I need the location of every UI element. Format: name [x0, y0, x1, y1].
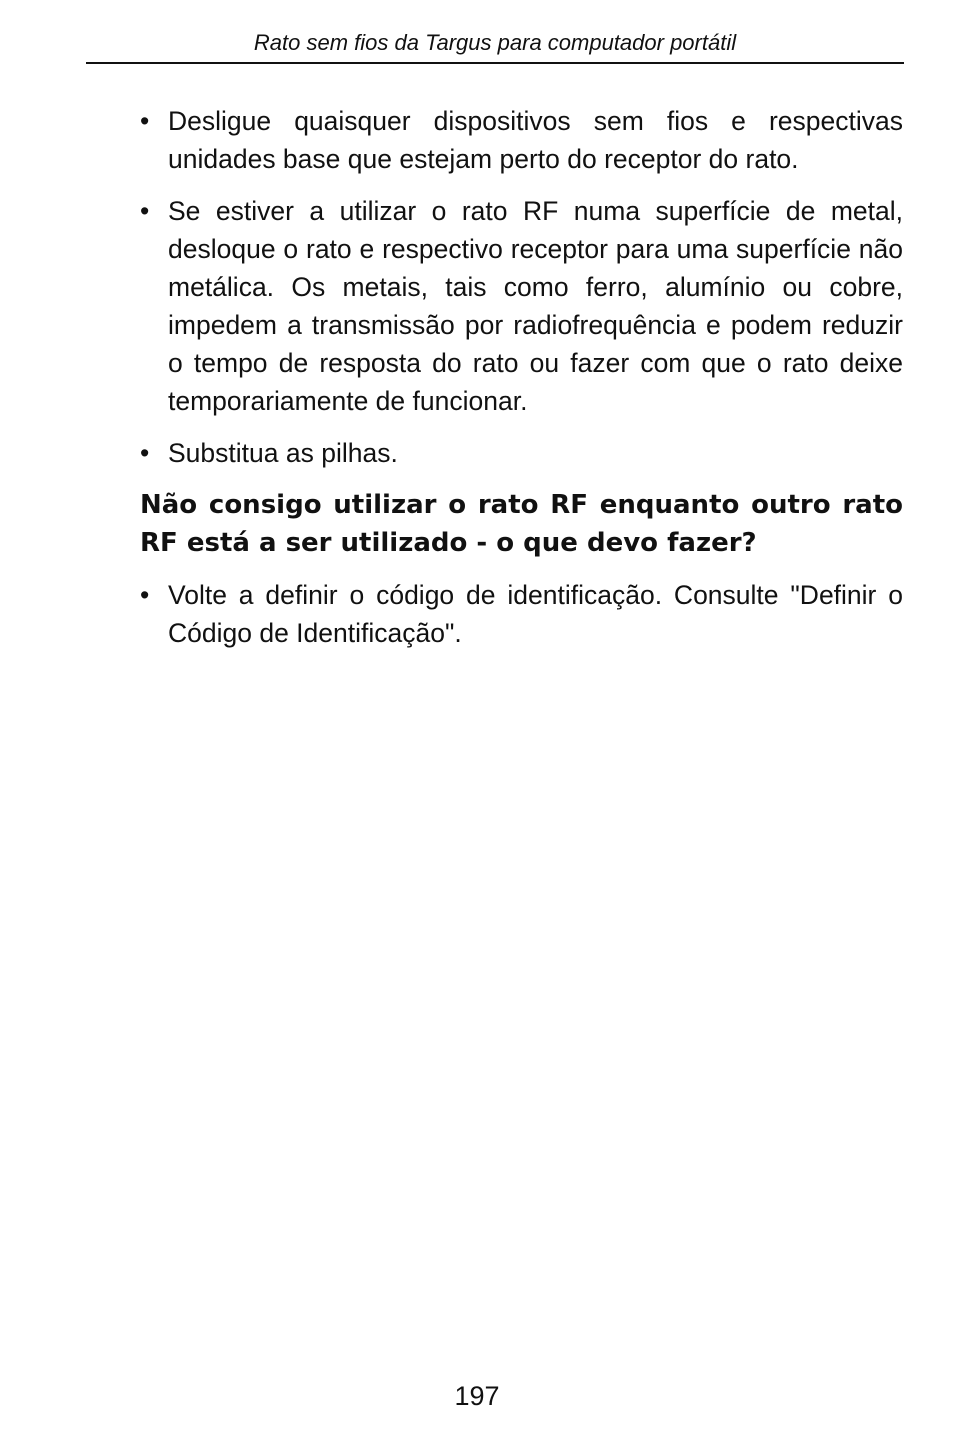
list-item [140, 102, 903, 178]
bullet-icon: • [140, 196, 150, 226]
running-header: Rato sem fios da Targus para computador portátil [253, 30, 737, 55]
list-item [140, 192, 903, 420]
bullet-icon: • [140, 106, 150, 136]
list-item [140, 576, 903, 652]
list-item-text: Volte a definir o código de identificação. Consulte "Definir o Código de Identificação". [168, 580, 903, 648]
list-item-text: Substitua as pilhas. [168, 438, 398, 468]
list-item-text: Desligue quaisquer dispositivos sem fios e respectivas unidades base que estejam perto do receptor do rato. [168, 106, 903, 174]
bullet-icon: • [140, 438, 150, 468]
header-divider [86, 62, 904, 64]
bullet-icon: • [140, 580, 150, 610]
page-body [140, 102, 903, 666]
page-number: 197 [454, 1381, 500, 1411]
question-heading: Não consigo utilizar o rato RF enquanto outro rato RF está a ser utilizado - o que devo fazer? [140, 490, 903, 558]
troubleshooting-list [140, 102, 903, 472]
list-item [140, 434, 903, 472]
list-item-text: Se estiver a utilizar o rato RF numa superfície de metal, desloque o rato e respectivo receptor para uma superfície não metálica. Os metais, tais como ferro, alumínio ou cobre, impedem a transmissão por radiofrequência e podem reduzir o tempo de resposta do rato ou fazer com que o rato deixe temporariamente de funcionar. [168, 196, 903, 416]
answer-list [140, 576, 903, 652]
